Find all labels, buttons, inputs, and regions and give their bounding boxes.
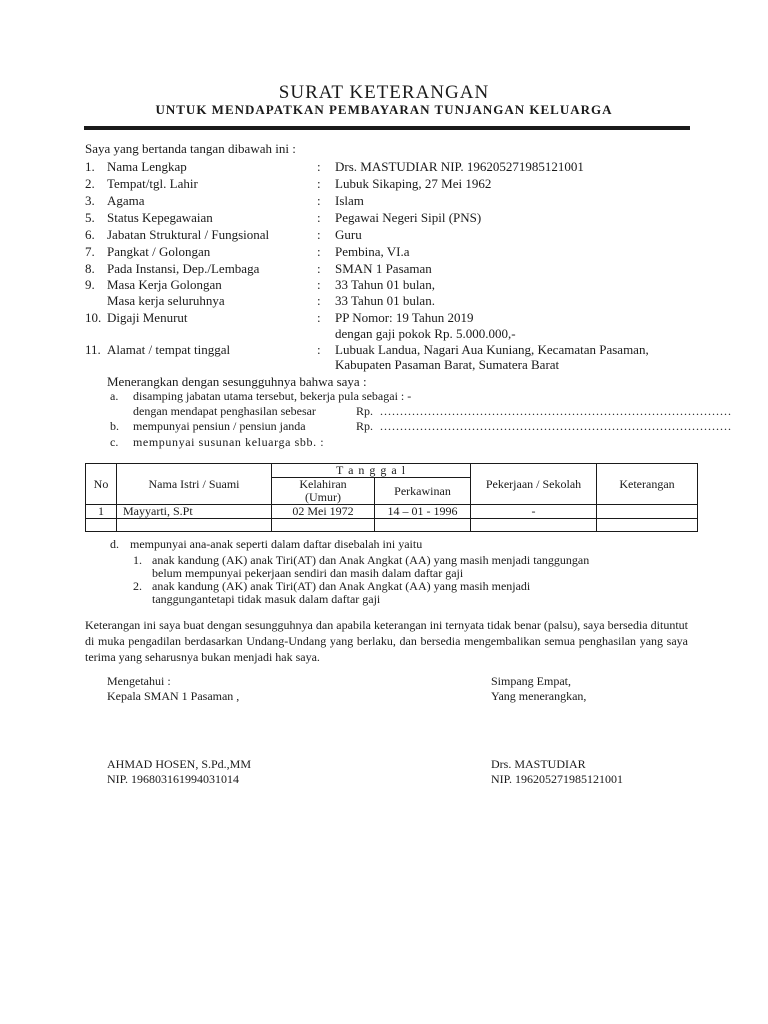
field-colon: : xyxy=(317,293,321,308)
header-kelahiran: Kelahiran (Umur) xyxy=(272,478,375,505)
field-colon: : xyxy=(317,227,321,242)
cell-pekerjaan xyxy=(471,519,597,532)
field-number: 2. xyxy=(85,176,95,191)
field-label: Jabatan Struktural / Fungsional xyxy=(107,227,270,242)
item-b-text: mempunyai pensiun / pensiun janda xyxy=(133,419,306,433)
header-perkawinan: Perkawinan xyxy=(375,478,471,505)
field-label: Tempat/tgl. Lahir xyxy=(107,176,198,191)
sign-left-nip: NIP. 196803161994031014 xyxy=(107,772,240,786)
header-tanggal: T a n g g a l xyxy=(272,464,471,478)
item-a-dotted-line: ........................................................................................ xyxy=(380,404,732,418)
statement-paragraph: Keterangan ini saya buat dengan sesungguhnya dan apabila keterangan ini ternyata tidak benar (palsu), saya bersedia dituntut di muka pengadilan berdasarkan Undang-Undang yang berlaku, dan bersedia mengembalikan semua penghasilan yang saya terima yang seharusnya bukan menjadi hak saya. xyxy=(85,618,688,664)
field-label: Pada Instansi, Dep./Lembaga xyxy=(107,261,260,276)
field-number: 9. xyxy=(85,277,95,292)
field-label: Nama Lengkap xyxy=(107,159,187,174)
item-a-text: disamping jabatan utama tersebut, bekerja pula sebagai : - xyxy=(133,389,412,403)
sign-left-line2: Kepala SMAN 1 Pasaman , xyxy=(107,689,240,703)
cell-perkawinan: 14 – 01 - 1996 xyxy=(375,505,471,519)
header-no: No xyxy=(86,464,117,505)
field-value: Lubuk Sikaping, 27 Mei 1962 xyxy=(335,176,492,191)
child-item-2-num: 2. xyxy=(133,579,142,593)
field-colon: : xyxy=(317,210,321,225)
field-label: Digaji Menurut xyxy=(107,310,188,325)
field-value: PP Nomor: 19 Tahun 2019 xyxy=(335,310,474,325)
item-b-dotted-line: ........................................................................................ xyxy=(380,419,732,433)
field-value: dengan gaji pokok Rp. 5.000.000,- xyxy=(335,326,516,341)
field-value: Lubuak Landua, Nagari Aua Kuniang, Kecamatan Pasaman, xyxy=(335,342,649,357)
header-rule xyxy=(84,126,690,130)
field-label: Masa kerja seluruhnya xyxy=(107,293,225,308)
child-item-1-line2: belum mempunyai pekerjaan sendiri dan masih dalam daftar gaji xyxy=(152,566,464,580)
sign-right-nip: NIP. 196205271985121001 xyxy=(491,772,624,786)
sign-left-name: AHMAD HOSEN, S.Pd.,MM xyxy=(107,757,252,771)
cell-kelahiran: 02 Mei 1972 xyxy=(272,505,375,519)
field-number: 1. xyxy=(85,159,95,174)
cell-kelahiran xyxy=(272,519,375,532)
field-colon: : xyxy=(317,159,321,174)
header-pekerjaan: Pekerjaan / Sekolah xyxy=(471,464,597,505)
child-item-1-num: 1. xyxy=(133,553,142,567)
field-number: 8. xyxy=(85,261,95,276)
field-label: Agama xyxy=(107,193,145,208)
cell-name: Mayyarti, S.Pt xyxy=(117,505,272,519)
item-c-letter: c. xyxy=(110,435,119,449)
field-number: 3. xyxy=(85,193,95,208)
field-number: 10. xyxy=(85,310,102,325)
field-value: Pembina, VI.a xyxy=(335,244,410,259)
field-value: Drs. MASTUDIAR NIP. 196205271985121001 xyxy=(335,159,584,174)
field-label: Status Kepegawaian xyxy=(107,210,213,225)
document-subtitle: UNTUK MENDAPATKAN PEMBAYARAN TUNJANGAN KELUARGA xyxy=(155,102,613,117)
field-value: SMAN 1 Pasaman xyxy=(335,261,432,276)
field-label: Masa Kerja Golongan xyxy=(107,277,222,292)
item-c-text: mempunyai susunan keluarga sbb. : xyxy=(133,435,325,449)
child-item-2-line1: anak kandung (AK) anak Tiri(AT) dan Anak Angkat (AA) yang masih menjadi xyxy=(152,579,531,593)
document-title: SURAT KETERANGAN xyxy=(278,82,490,103)
header-keterangan: Keterangan xyxy=(597,464,698,505)
item-b-letter: b. xyxy=(110,419,119,433)
item-a-income-label: dengan mendapat penghasilan sebesar xyxy=(133,404,316,418)
sign-right-name: Drs. MASTUDIAR xyxy=(491,757,586,771)
cell-pekerjaan: - xyxy=(471,505,597,519)
child-item-2-line2: tanggungantetapi tidak masuk dalam daftar gaji xyxy=(152,592,381,606)
field-number: 5. xyxy=(85,210,95,225)
field-colon: : xyxy=(317,176,321,191)
item-d-letter: d. xyxy=(110,537,119,551)
field-colon: : xyxy=(317,310,321,325)
field-colon: : xyxy=(317,277,321,292)
field-value: Guru xyxy=(335,227,362,242)
cell-keterangan xyxy=(597,505,698,519)
cell-no xyxy=(86,519,117,532)
child-item-1-line1: anak kandung (AK) anak Tiri(AT) dan Anak Angkat (AA) yang masih menjadi tanggungan xyxy=(152,553,590,567)
cell-perkawinan xyxy=(375,519,471,532)
field-value: Kabupaten Pasaman Barat, Sumatera Barat xyxy=(335,357,560,372)
cell-name xyxy=(117,519,272,532)
field-colon: : xyxy=(317,193,321,208)
field-number: 11. xyxy=(85,342,101,357)
sign-right-line2: Yang menerangkan, xyxy=(491,689,587,703)
field-label: Alamat / tempat tinggal xyxy=(107,342,231,357)
sign-left-line1: Mengetahui : xyxy=(107,674,171,688)
item-b-rp: Rp. xyxy=(356,419,374,433)
family-table xyxy=(85,463,698,532)
field-number: 7. xyxy=(85,244,95,259)
field-value: 33 Tahun 01 bulan. xyxy=(335,293,435,308)
item-a-rp: Rp. xyxy=(356,404,374,418)
table-row xyxy=(86,505,698,519)
field-number: 6. xyxy=(85,227,95,242)
field-colon: : xyxy=(317,342,321,357)
header-name: Nama Istri / Suami xyxy=(117,464,272,505)
table-row xyxy=(86,519,698,532)
field-label: Pangkat / Golongan xyxy=(107,244,211,259)
item-a-letter: a. xyxy=(110,389,119,403)
field-value: 33 Tahun 01 bulan, xyxy=(335,277,435,292)
cell-no: 1 xyxy=(86,505,117,519)
intro-text: Saya yang bertanda tangan dibawah ini : xyxy=(85,141,296,156)
field-colon: : xyxy=(317,244,321,259)
declaration-intro: Menerangkan dengan sesungguhnya bahwa saya : xyxy=(107,374,367,389)
item-d-text: mempunyai ana-anak seperti dalam daftar disebalah ini yaitu xyxy=(130,537,423,551)
cell-keterangan xyxy=(597,519,698,532)
sign-right-line1: Simpang Empat, xyxy=(491,674,571,688)
field-colon: : xyxy=(317,261,321,276)
field-value: Pegawai Negeri Sipil (PNS) xyxy=(335,210,482,225)
field-value: Islam xyxy=(335,193,364,208)
